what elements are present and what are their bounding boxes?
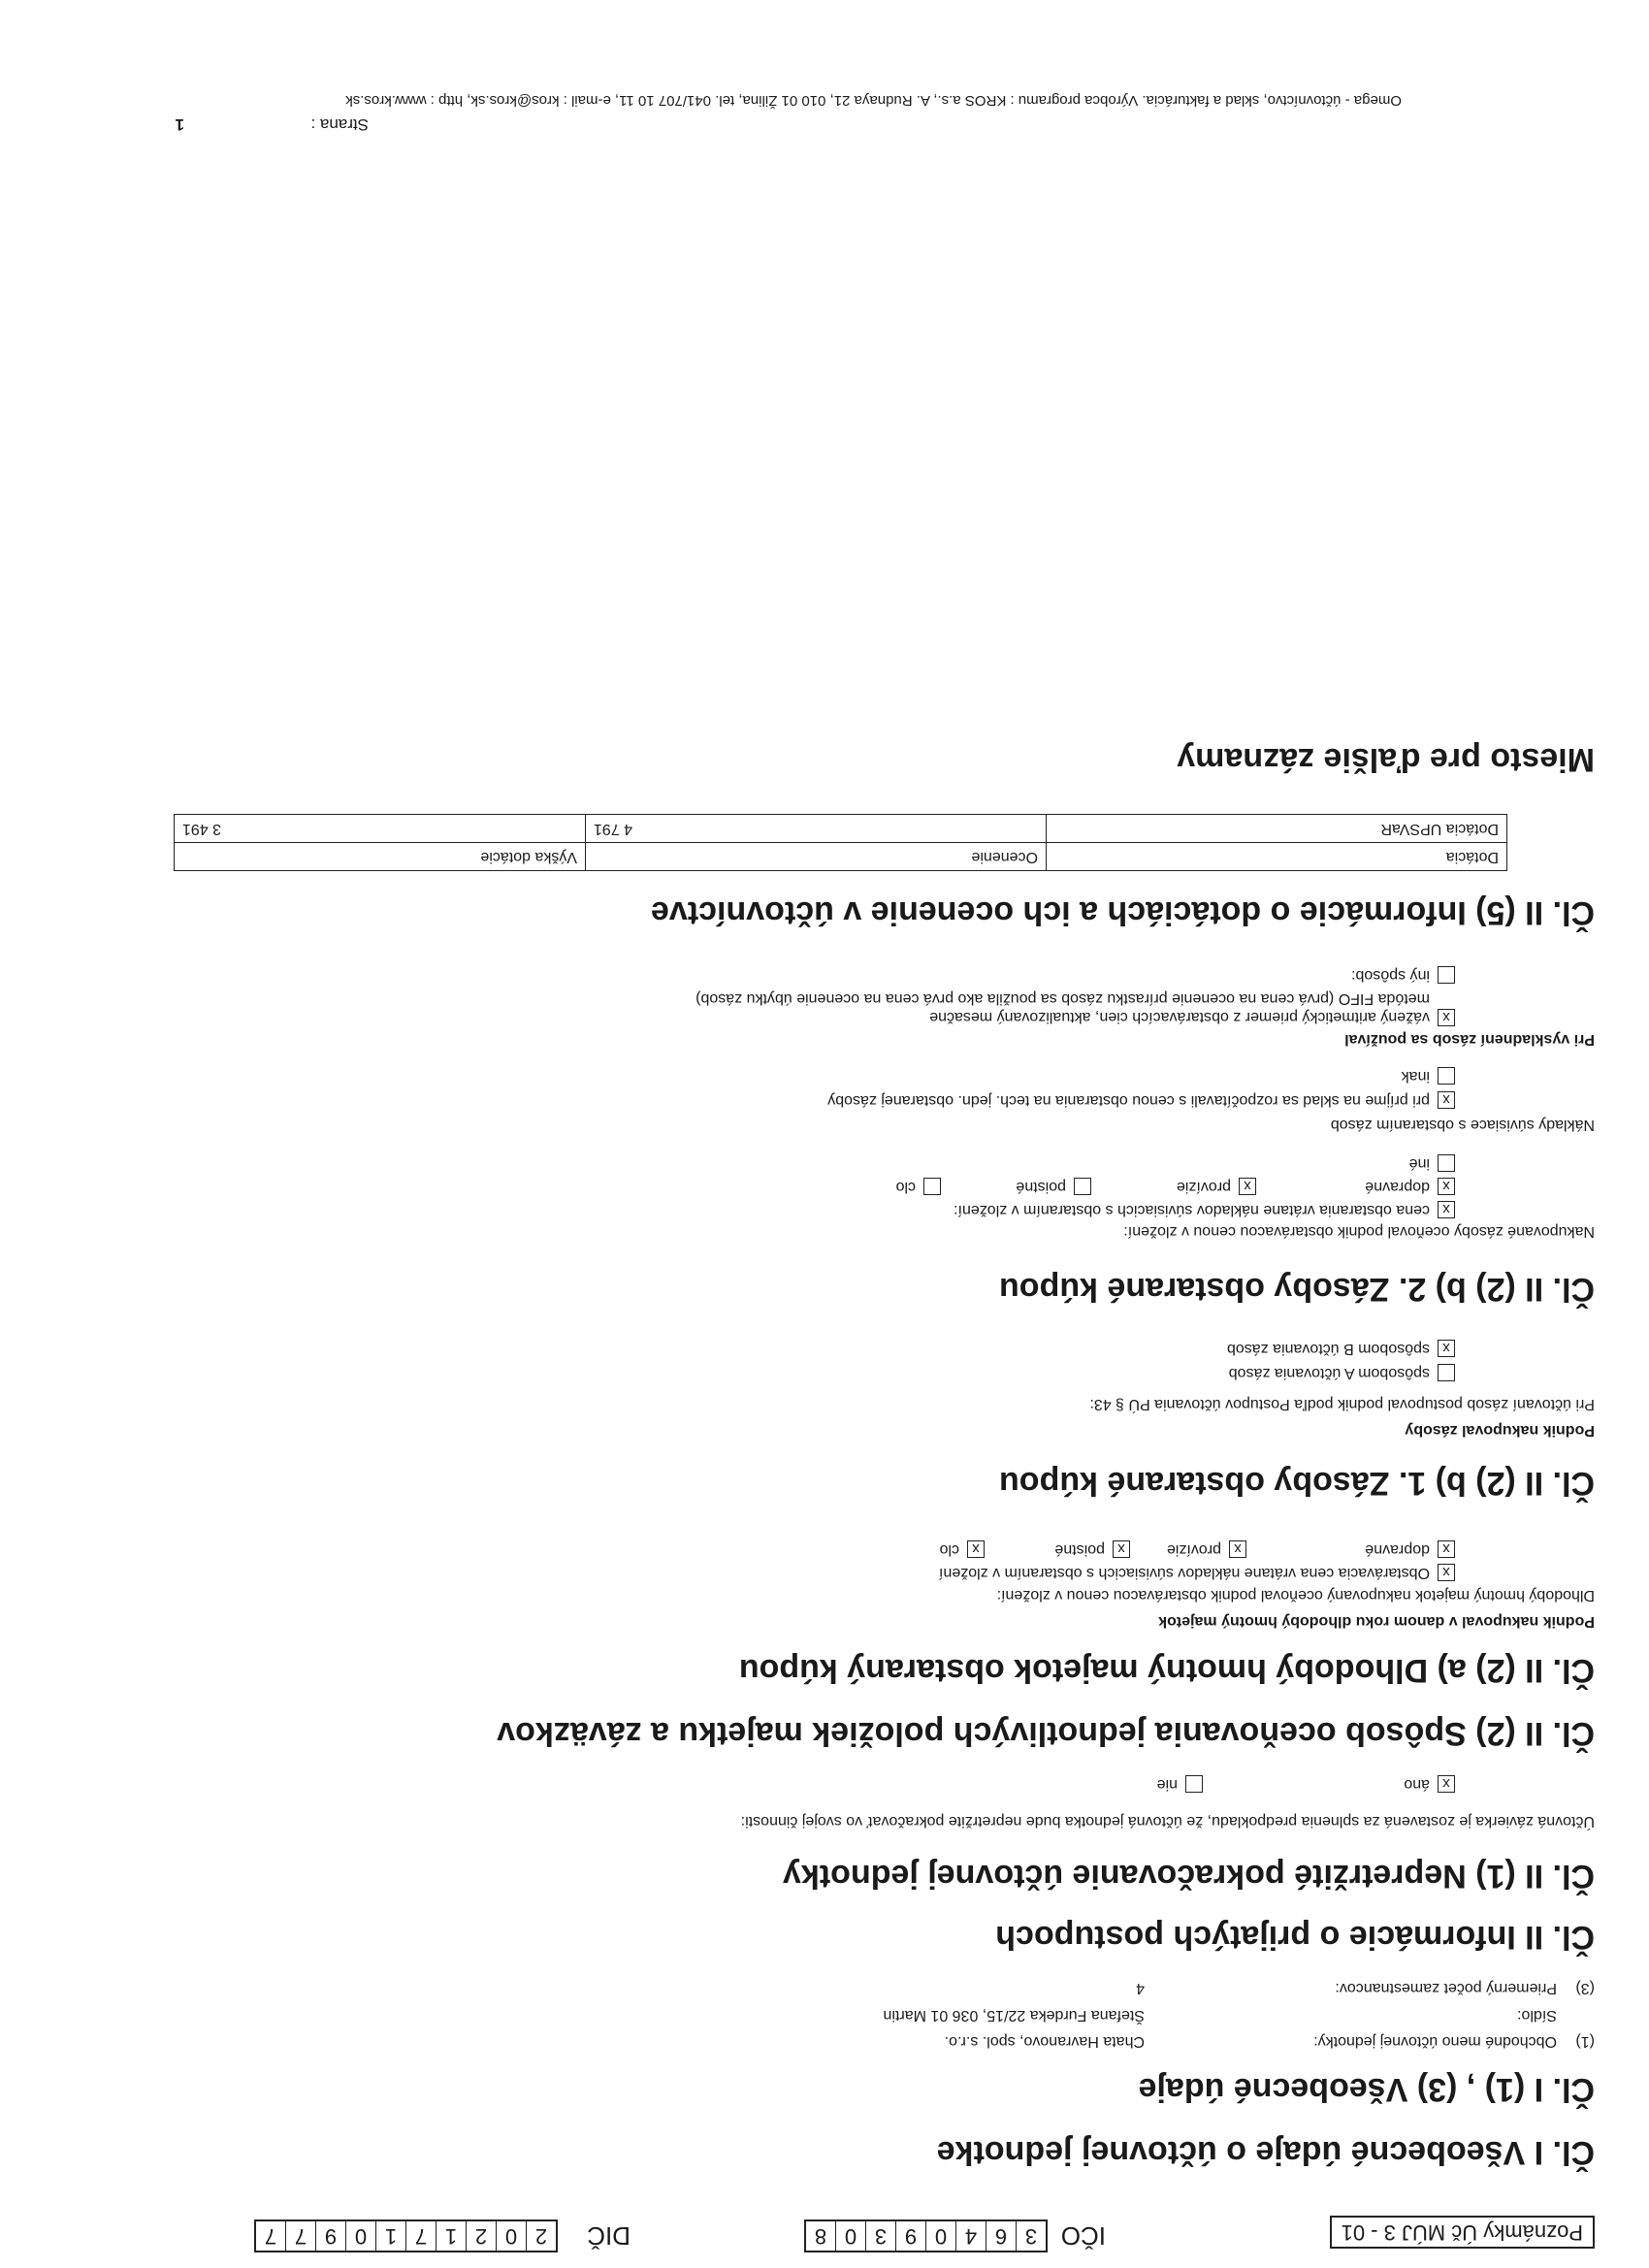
- inv2-provizie-row[interactable]: [1177, 1178, 1256, 1195]
- going-concern-no-label: nie: [1156, 1776, 1178, 1793]
- ltam-dopravne-label: dopravné: [1365, 1541, 1430, 1558]
- dic-digit: 2: [526, 2221, 556, 2251]
- ico-digit: 0: [835, 2221, 865, 2251]
- ico-digit: 3: [865, 2221, 895, 2251]
- going-concern-text: Účtovná závierka je zostavená za splnenia predpokladu, že účtovná jednotka bude nepretržite pokračovať vo svojej činnosti:: [740, 1813, 1595, 1830]
- ico-digit: 4: [955, 2221, 986, 2251]
- going-concern-yes-checkbox[interactable]: x: [1438, 1775, 1455, 1793]
- inv2-issue-1a-label: vážený aritmetický priemer z obstarávacích cien, aktualizovaný mesačne: [929, 1009, 1430, 1025]
- going-concern-no-row[interactable]: [1157, 1775, 1203, 1793]
- section-cl2-2a: Čl. II (2) a) Dlhodobý hmotný majetok obstaraný kúpou: [738, 1652, 1595, 1689]
- form-title: Poznámky Úč MÚJ 3 - 01: [1330, 2216, 1595, 2249]
- section-cl2-2: Čl. II (2) Spôsob oceňovania jednotlivých položiek majetku a záväzkov: [497, 1715, 1595, 1752]
- inv2-dopravne-checkbox[interactable]: x: [1438, 1178, 1455, 1195]
- section-cl1-13: Čl. I (1) , (3) Všeobecné údaje: [1138, 2071, 1595, 2108]
- inv2-poistne-label: poistné: [1016, 1179, 1066, 1195]
- notes-title: Miesto pre ďalšie záznamy: [1177, 741, 1595, 778]
- dic-digit: 0: [496, 2221, 526, 2251]
- dic-digit: 7: [285, 2221, 315, 2251]
- inv2-text: Nakupované zásoby oceňoval podnik obstarávacou cenou v zložení:: [1123, 1223, 1595, 1240]
- section-cl2-5: Čl. II (5) Informácie o dotáciách a ich ocenenie v účtovníctve: [650, 894, 1595, 931]
- subsidy-cell-valuation: 4 791: [586, 815, 1047, 843]
- seat-label: Sídlo:: [1517, 2007, 1557, 2024]
- inv2-rel-1-row[interactable]: [827, 1091, 1455, 1109]
- inv2-clo-checkbox[interactable]: [923, 1178, 941, 1195]
- section-cl2-1: Čl. II (1) Nepretržité pokračovanie účtovnej jednotky: [783, 1858, 1595, 1895]
- section-cl2-2b2: Čl. II (2) b) 2. Zásoby obstarané kúpou: [999, 1271, 1595, 1308]
- inv-method-a-checkbox[interactable]: [1438, 1364, 1455, 1381]
- inv2-issue-2-row[interactable]: [1351, 966, 1455, 984]
- inv2-issue-1-row[interactable]: [695, 989, 1455, 1026]
- employees-value: 4: [1136, 1980, 1145, 1996]
- inv2-clo-row[interactable]: [896, 1178, 941, 1195]
- dic-digit: 7: [405, 2221, 436, 2251]
- ltam-cost-checkbox[interactable]: x: [1438, 1564, 1455, 1581]
- inv2-issue-2-label: iný spôsob:: [1351, 967, 1430, 984]
- dic-digits: [254, 2219, 558, 2252]
- dic-digit: 9: [315, 2221, 345, 2251]
- going-concern-yes-row[interactable]: [1404, 1775, 1455, 1793]
- ico-digits: [804, 2219, 1048, 2252]
- ltam-text: Dlhodobý hmotný majetok nakupovaný oceňoval podnik obstarávacou cenou v zložení:: [996, 1587, 1595, 1604]
- ico-digit: 8: [814, 2224, 827, 2249]
- ltam-dopravne-row[interactable]: [1365, 1540, 1455, 1558]
- dic-digit: 1: [436, 2221, 466, 2251]
- page-label: Strana :: [310, 115, 369, 134]
- ltam-provizie-row[interactable]: [1167, 1540, 1246, 1558]
- page-number: 1: [175, 115, 184, 134]
- inv2-poistne-row[interactable]: [1016, 1178, 1091, 1195]
- inv2-dopravne-label: dopravné: [1365, 1179, 1430, 1195]
- inv2-issue-bold: Pri vyskladnení zásob sa používal: [1344, 1031, 1595, 1048]
- ltam-provizie-label: provízie: [1166, 1541, 1221, 1558]
- inv-method-a-label: spôsobom A účtovania zásob: [1228, 1365, 1430, 1381]
- inv2-other-row[interactable]: [1409, 1154, 1455, 1172]
- inv2-poistne-checkbox[interactable]: [1074, 1178, 1091, 1195]
- inv2-issue-2-checkbox[interactable]: [1438, 966, 1455, 984]
- inv2-rel-1-label: pri príjme na sklad sa rozpočítavali s cenou obstarania na tech. jedn. obstaranej zásoby: [827, 1092, 1430, 1109]
- ltam-clo-label: clo: [939, 1541, 959, 1558]
- going-concern-yes-label: áno: [1404, 1776, 1430, 1793]
- dic-digit: 1: [375, 2221, 405, 2251]
- inv2-related: Náklady súvisiace s obstaraním zásob: [1330, 1117, 1595, 1133]
- ico-digit: 6: [986, 2221, 1016, 2251]
- inv2-cost-checkbox[interactable]: x: [1438, 1201, 1455, 1218]
- subsidy-header-valuation: Ocenenie: [586, 843, 1047, 871]
- inv-method-a-row[interactable]: [1229, 1364, 1455, 1381]
- ltam-cost-row[interactable]: [939, 1564, 1455, 1581]
- subsidy-table-header: [175, 843, 1507, 871]
- subsidy-cell-amount: 3 491: [175, 815, 586, 843]
- inv2-rel-2-row[interactable]: [1402, 1067, 1455, 1085]
- inv-method-b-label: spôsobom B účtovania zásob: [1226, 1341, 1430, 1357]
- subsidy-header-amount: Výška dotácie: [175, 843, 586, 871]
- inv-method-b-row[interactable]: [1227, 1340, 1455, 1357]
- ltam-cost-label: Obstarávacia cena vrátane nákladov súvisiacich s obstaraním v zložení: [938, 1565, 1430, 1581]
- inv2-issue-1b-label: metóda FIFO (prvá cena na ocenenie prírastku zásob sa použila ako prvá cena na ocenenie úbytku zásob): [695, 990, 1430, 1007]
- subsidy-header-name: Dotácia: [1047, 843, 1507, 871]
- ltam-bold: Podnik nakupoval v danom roku dlhodobý hmotný majetok: [1158, 1613, 1595, 1630]
- subsidy-cell-name: Dotácia UPSVaR: [1047, 815, 1507, 843]
- going-concern-no-checkbox[interactable]: [1185, 1775, 1203, 1793]
- inv2-cost-label: cena obstarania vrátane nákladov súvisiacich s obstaraním v zložení:: [954, 1202, 1430, 1218]
- inv2-other-checkbox[interactable]: [1438, 1154, 1455, 1172]
- inv2-issue-1-checkbox[interactable]: x: [1438, 1009, 1455, 1026]
- ico-digit: 0: [925, 2221, 955, 2251]
- inv2-provizie-checkbox[interactable]: x: [1239, 1178, 1256, 1195]
- inv-method-b-checkbox[interactable]: x: [1438, 1340, 1455, 1357]
- employees-label: Priemerný počet zamestnancov:: [1335, 1980, 1557, 1996]
- section-cl1: Čl. I Všeobecné údaje o účtovnej jednotke: [936, 2134, 1595, 2171]
- inv2-other-label: iné: [1408, 1155, 1430, 1172]
- num-3: (3): [1575, 1980, 1595, 1996]
- producer-footer: Omega - účtovníctvo, sklad a fakturácia. Výrobca programu : KROS a.s., A. Rudnaya 21, 010 01 Žilina, tel. 041/707 10 11, e-mail : kros@kros.sk, http : www.kros.sk: [345, 92, 1402, 109]
- ltam-poistne-label: poistné: [1054, 1541, 1105, 1558]
- ltam-provizie-checkbox[interactable]: x: [1229, 1540, 1246, 1558]
- seat-value: Štefana Furdeka 22/15, 036 01 Martin: [883, 2007, 1145, 2024]
- company-name-value: Chata Havranovo, spol. s.r.o.: [944, 2033, 1145, 2050]
- inv2-rel-1-checkbox[interactable]: x: [1438, 1091, 1455, 1109]
- num-1: (1): [1575, 2033, 1595, 2050]
- ltam-poistne-row[interactable]: [1054, 1540, 1130, 1558]
- ico-digit: 9: [895, 2221, 925, 2251]
- ico-label: IČO: [1060, 2221, 1106, 2251]
- ico-digit: 3: [1016, 2221, 1046, 2251]
- company-name-label: Obchodné meno účtovnej jednotky:: [1313, 2033, 1557, 2050]
- ltam-clo-row[interactable]: [940, 1540, 985, 1558]
- inv2-cost-row[interactable]: [954, 1201, 1455, 1218]
- section-cl2-2b1: Čl. II (2) b) 1. Zásoby obstarané kúpou: [999, 1465, 1595, 1502]
- ltam-dopravne-checkbox[interactable]: x: [1438, 1540, 1455, 1558]
- table-row: [175, 815, 1507, 843]
- inv2-rel-2-checkbox[interactable]: [1438, 1067, 1455, 1085]
- inv2-rel-2-label: inak: [1401, 1068, 1430, 1085]
- section-cl2: Čl. II Informácie o prijatých postupoch: [995, 1919, 1595, 1956]
- ltam-poistne-checkbox[interactable]: x: [1113, 1540, 1130, 1558]
- inv2-provizie-label: provízie: [1176, 1179, 1231, 1195]
- subsidy-table: [174, 814, 1507, 871]
- dic-digit: 7: [264, 2224, 277, 2249]
- inv2-dopravne-row[interactable]: [1365, 1178, 1455, 1195]
- inv-text: Pri účtovaní zásob postupoval podnik podľa Postupov účtovania PÚ § 43:: [1089, 1396, 1595, 1412]
- inv2-clo-label: clo: [895, 1179, 916, 1195]
- inv-bold: Podnik nakupoval zásoby: [1405, 1422, 1595, 1439]
- ltam-clo-checkbox[interactable]: x: [967, 1540, 985, 1558]
- dic-label: DIČ: [587, 2221, 630, 2251]
- dic-digit: 0: [345, 2221, 375, 2251]
- dic-digit: 2: [466, 2221, 496, 2251]
